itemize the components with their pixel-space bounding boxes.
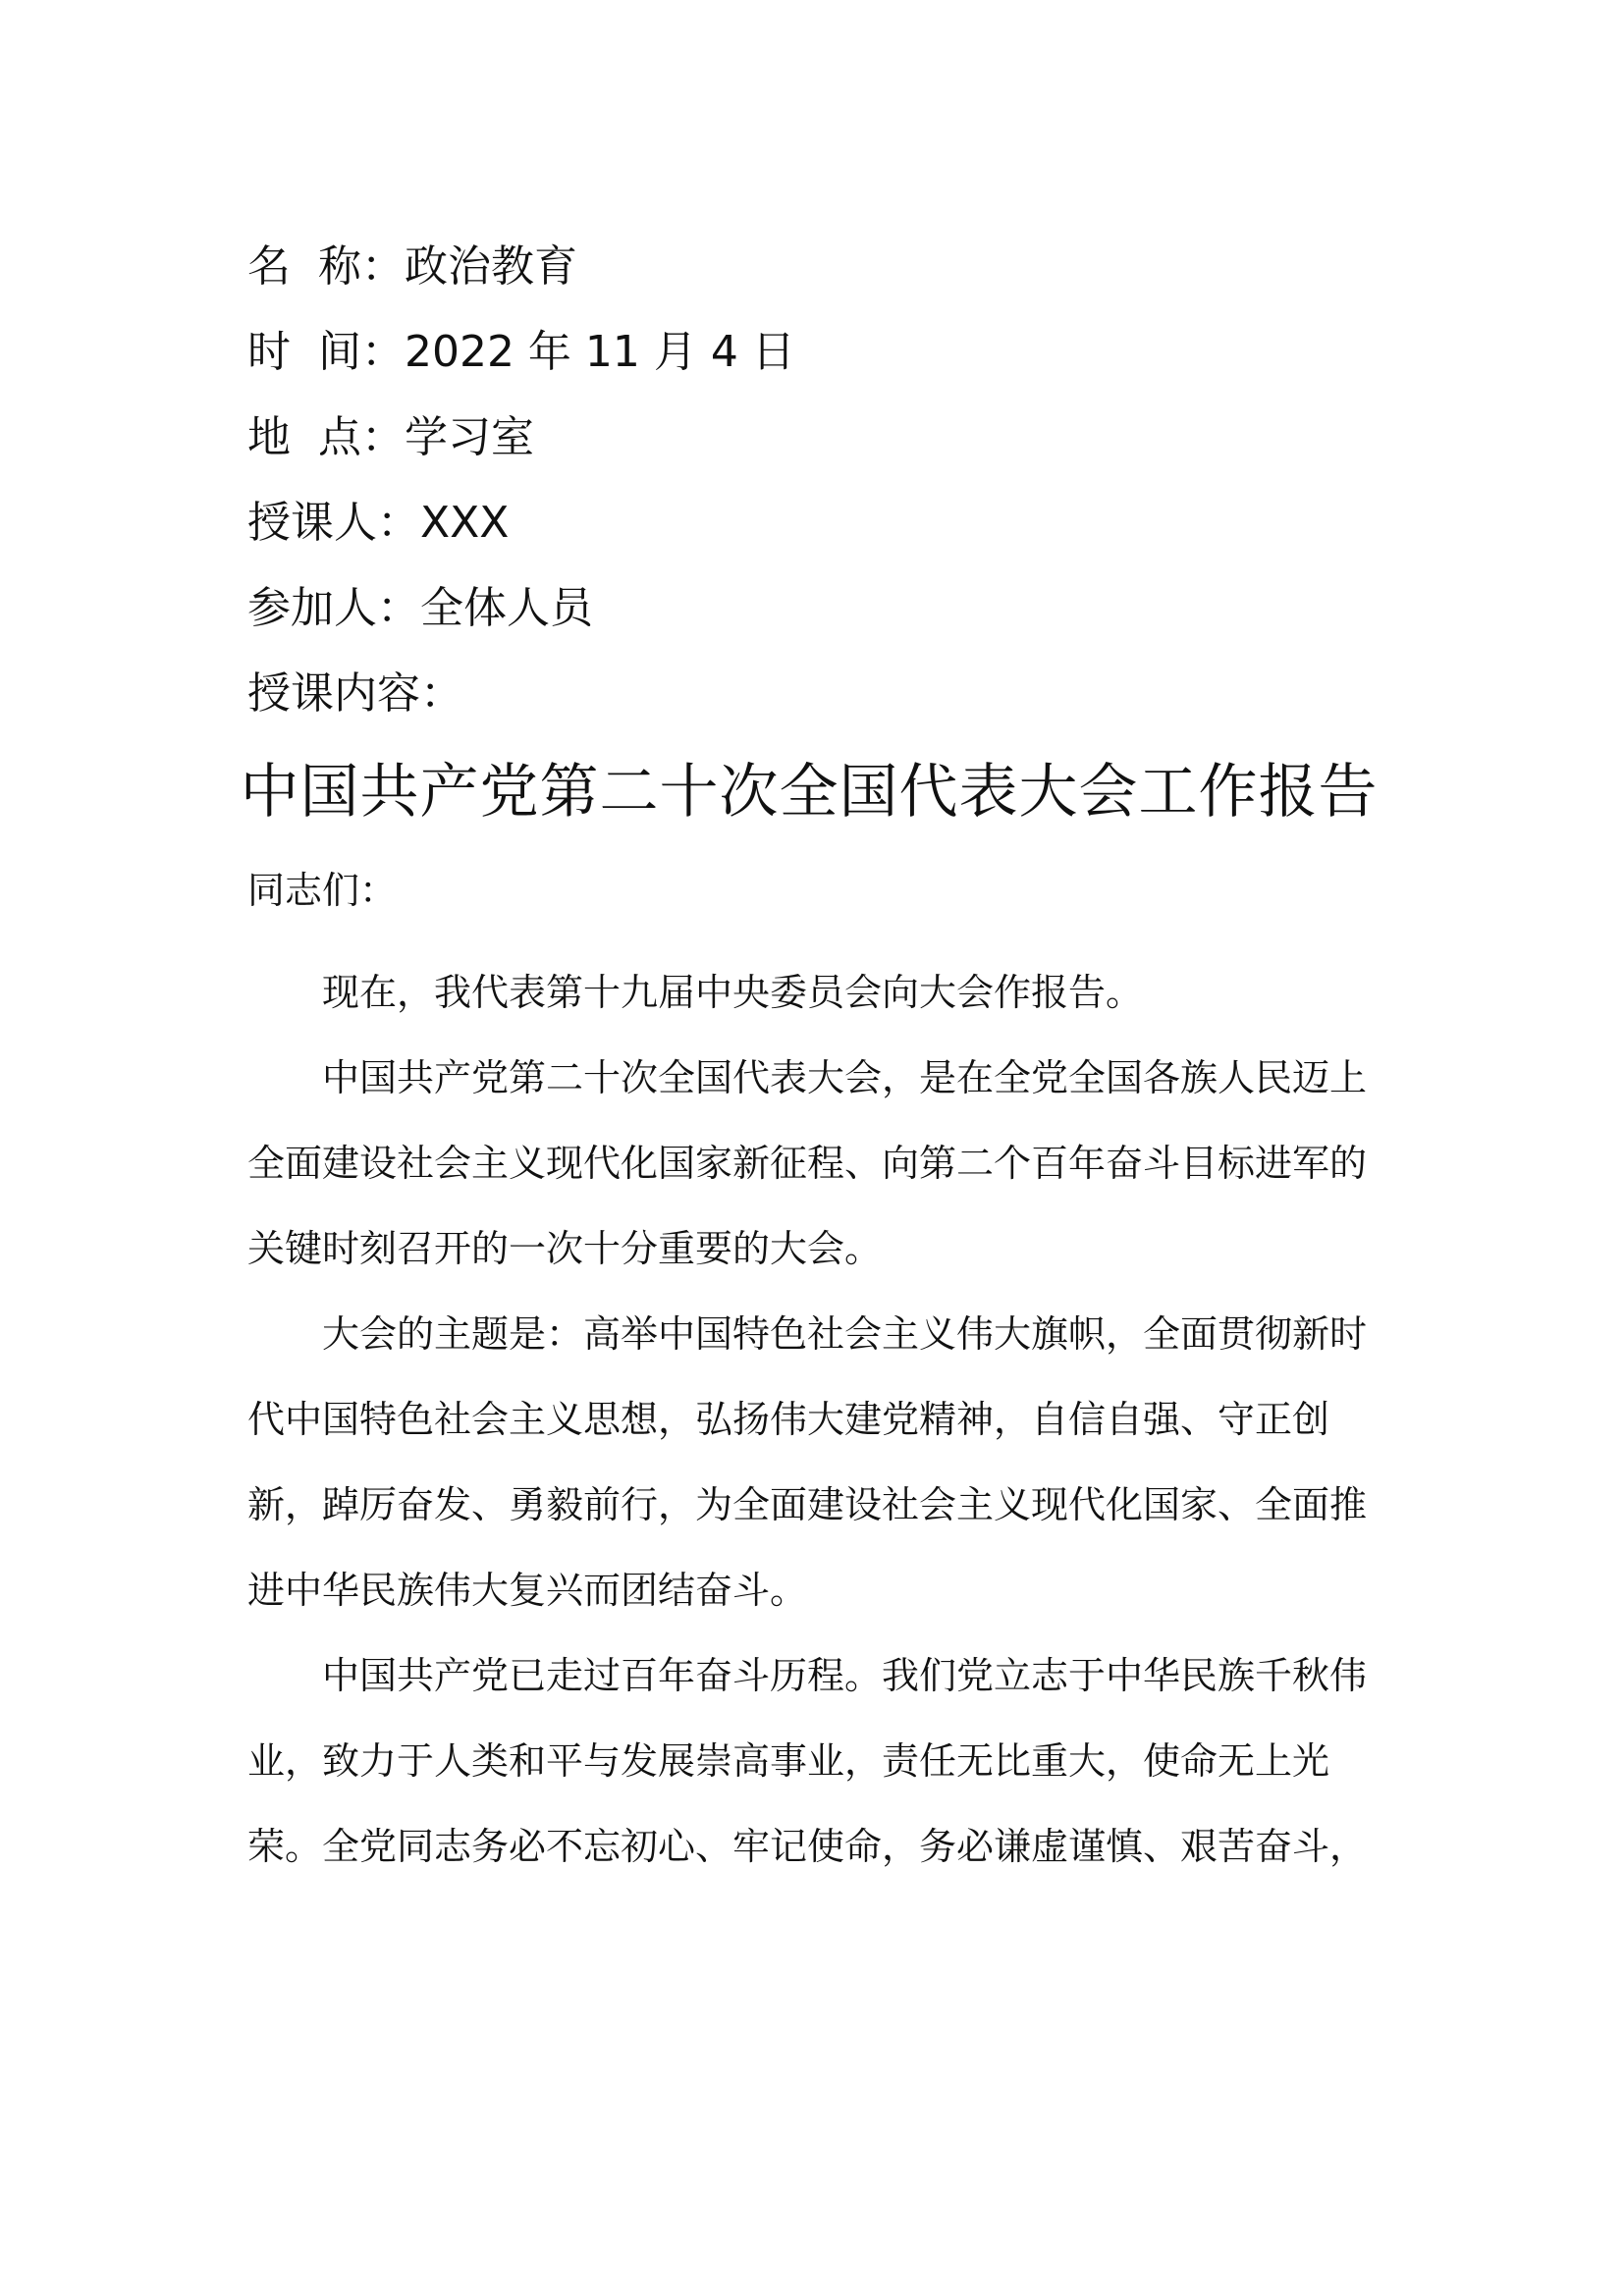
meta-content-label: 授课内容：	[247, 668, 463, 719]
paragraph-2: 中国共产党第二十次全国代表大会，是在全党全国各族人民迈上全面建设社会主义现代化国家新征程、向第二个百年奋斗目标进军的关键时刻召开的一次十分重要的大会。	[247, 1056, 1368, 1270]
paragraph-1: 现在，我代表第十九届中央委员会向大会作报告。	[322, 971, 1144, 1014]
document-title: 中国共产党第二十次全国代表大会工作报告	[240, 758, 1379, 827]
paragraph-4: 中国共产党已走过百年奋斗历程。我们党立志于中华民族千秋伟业，致力于人类和平与发展崇高事业，责任无比重大，使命无上光荣。全党同志务必不忘初心、牢记使命，务必谦虚谨慎、艰苦奋斗，	[247, 1654, 1368, 1868]
meta-place: 地 点：学习室	[247, 412, 534, 462]
meta-lecturer: 授课人：XXX	[247, 498, 510, 548]
paragraph-3: 大会的主题是：高举中国特色社会主义伟大旗帜，全面贯彻新时代中国特色社会主义思想，弘扬伟大建党精神，自信自强、守正创新，踔厉奋发、勇毅前行，为全面建设社会主义现代化国家、全面推进中华民族伟大复兴而团结奋斗。	[247, 1312, 1368, 1612]
meta-name: 名 称：政治教育	[247, 241, 577, 292]
document-body	[240, 224, 1386, 1890]
meta-time: 时 间：2022 年 11 月 4 日	[247, 327, 795, 377]
meta-participants: 参加人：全体人员	[247, 583, 593, 633]
salutation: 同志们：	[247, 869, 398, 912]
